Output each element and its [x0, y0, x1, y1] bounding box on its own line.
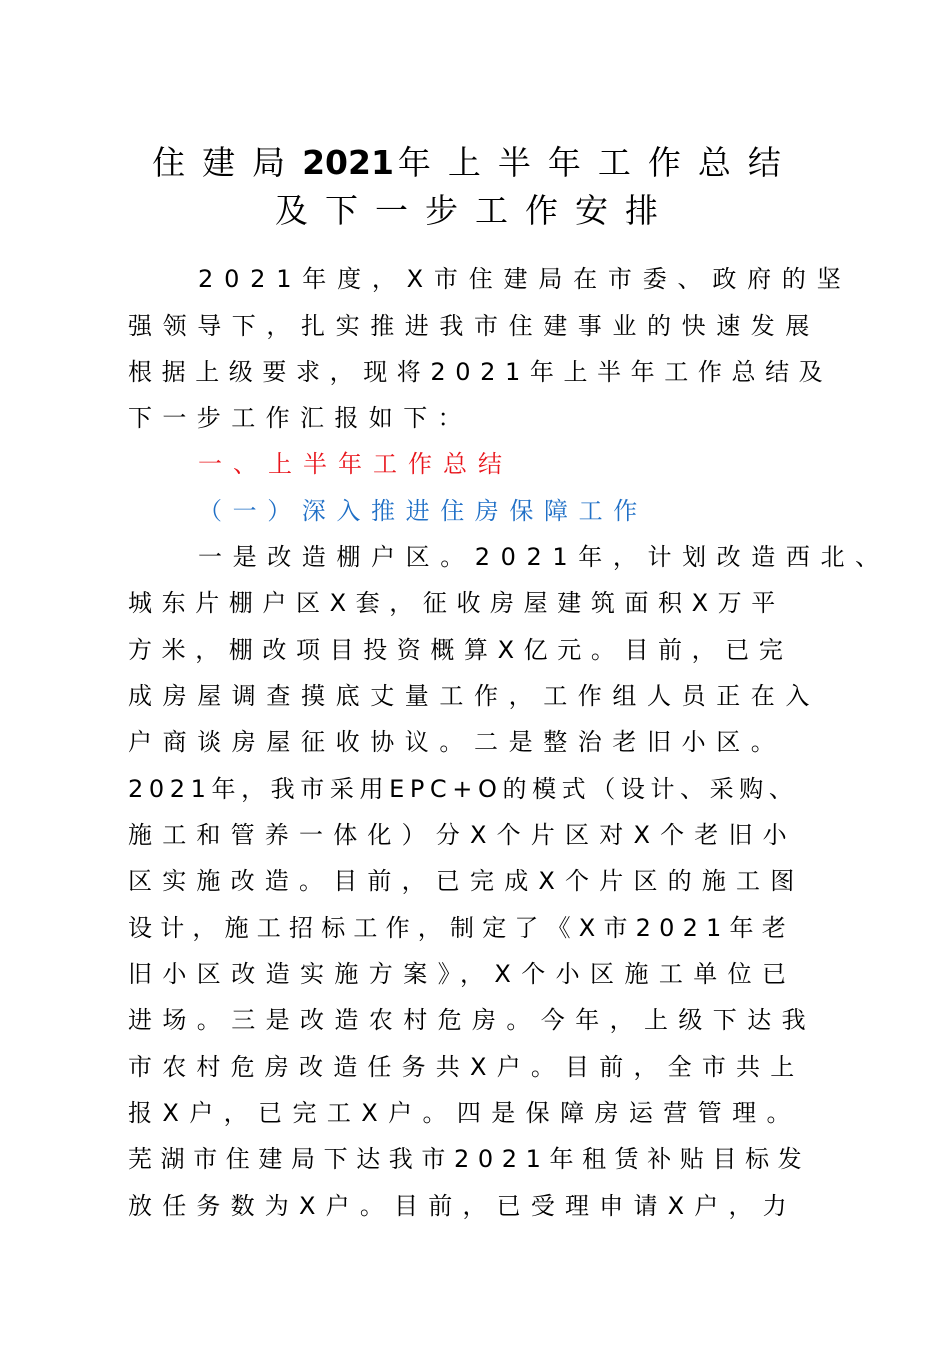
paragraph-line: 市农村危房改造任务共X户。目前，全市共上 [128, 1053, 805, 1081]
paragraph-line: 2021年，我市采用EPC+O的模式（设计、采购、 [128, 775, 799, 803]
title-prefix: 住建局 [152, 143, 303, 182]
paragraph-line: 户商谈房屋征收协议。二是整治老旧小区。 [128, 728, 786, 756]
paragraph-line: 施工和管养一体化）分X个片区对X个老旧小 [128, 821, 797, 849]
paragraph-line: 旧小区改造实施方案》，X个小区施工单位已 [128, 960, 797, 988]
paragraph-line: 芜湖市住建局下达我市2021年租赁补贴目标发 [128, 1145, 811, 1173]
paragraph-line: 强领导下，扎实推进我市住建事业的快速发展 [128, 312, 820, 340]
paragraph-line: 根据上级要求，现将2021年上半年工作总结及 [128, 358, 833, 386]
paragraph-line: 区实施改造。目前，已完成X个片区的施工图 [128, 867, 805, 895]
paragraph-line: 一是改造棚户区。2021年，计划改造西北、 [198, 543, 890, 571]
paragraph-line: 方米，棚改项目投资概算X亿元。目前，已完 [128, 636, 793, 664]
document-title-line-1 [0, 143, 950, 183]
title-suffix: 年上半年工作总结 [397, 143, 798, 182]
section-heading: 一、上半年工作总结 [198, 450, 513, 478]
paragraph-line: 下一步工作汇报如下： [128, 404, 472, 432]
paragraph-line: 2021年度，X市住建局在市委、政府的坚 [198, 265, 852, 293]
paragraph-line: 放任务数为X户。目前，已受理申请X户，力 [128, 1192, 797, 1220]
paragraph-line: 设计，施工招标工作，制定了《X市2021年老 [128, 914, 794, 942]
paragraph-line: 城东片棚户区X套，征收房屋建筑面积X万平 [128, 589, 785, 617]
paragraph-line: 成房屋调查摸底丈量工作，工作组人员正在入 [128, 682, 820, 710]
paragraph-line: 报X户，已完工X户。四是保障房运营管理。 [128, 1099, 801, 1127]
subsection-heading: （一）深入推进住房保障工作 [198, 497, 648, 525]
paragraph-line: 进场。三是改造农村危房。今年，上级下达我 [128, 1006, 816, 1034]
title-year: 2021 [302, 143, 394, 182]
document-title-line-2: 及下一步工作安排 [275, 191, 675, 230]
